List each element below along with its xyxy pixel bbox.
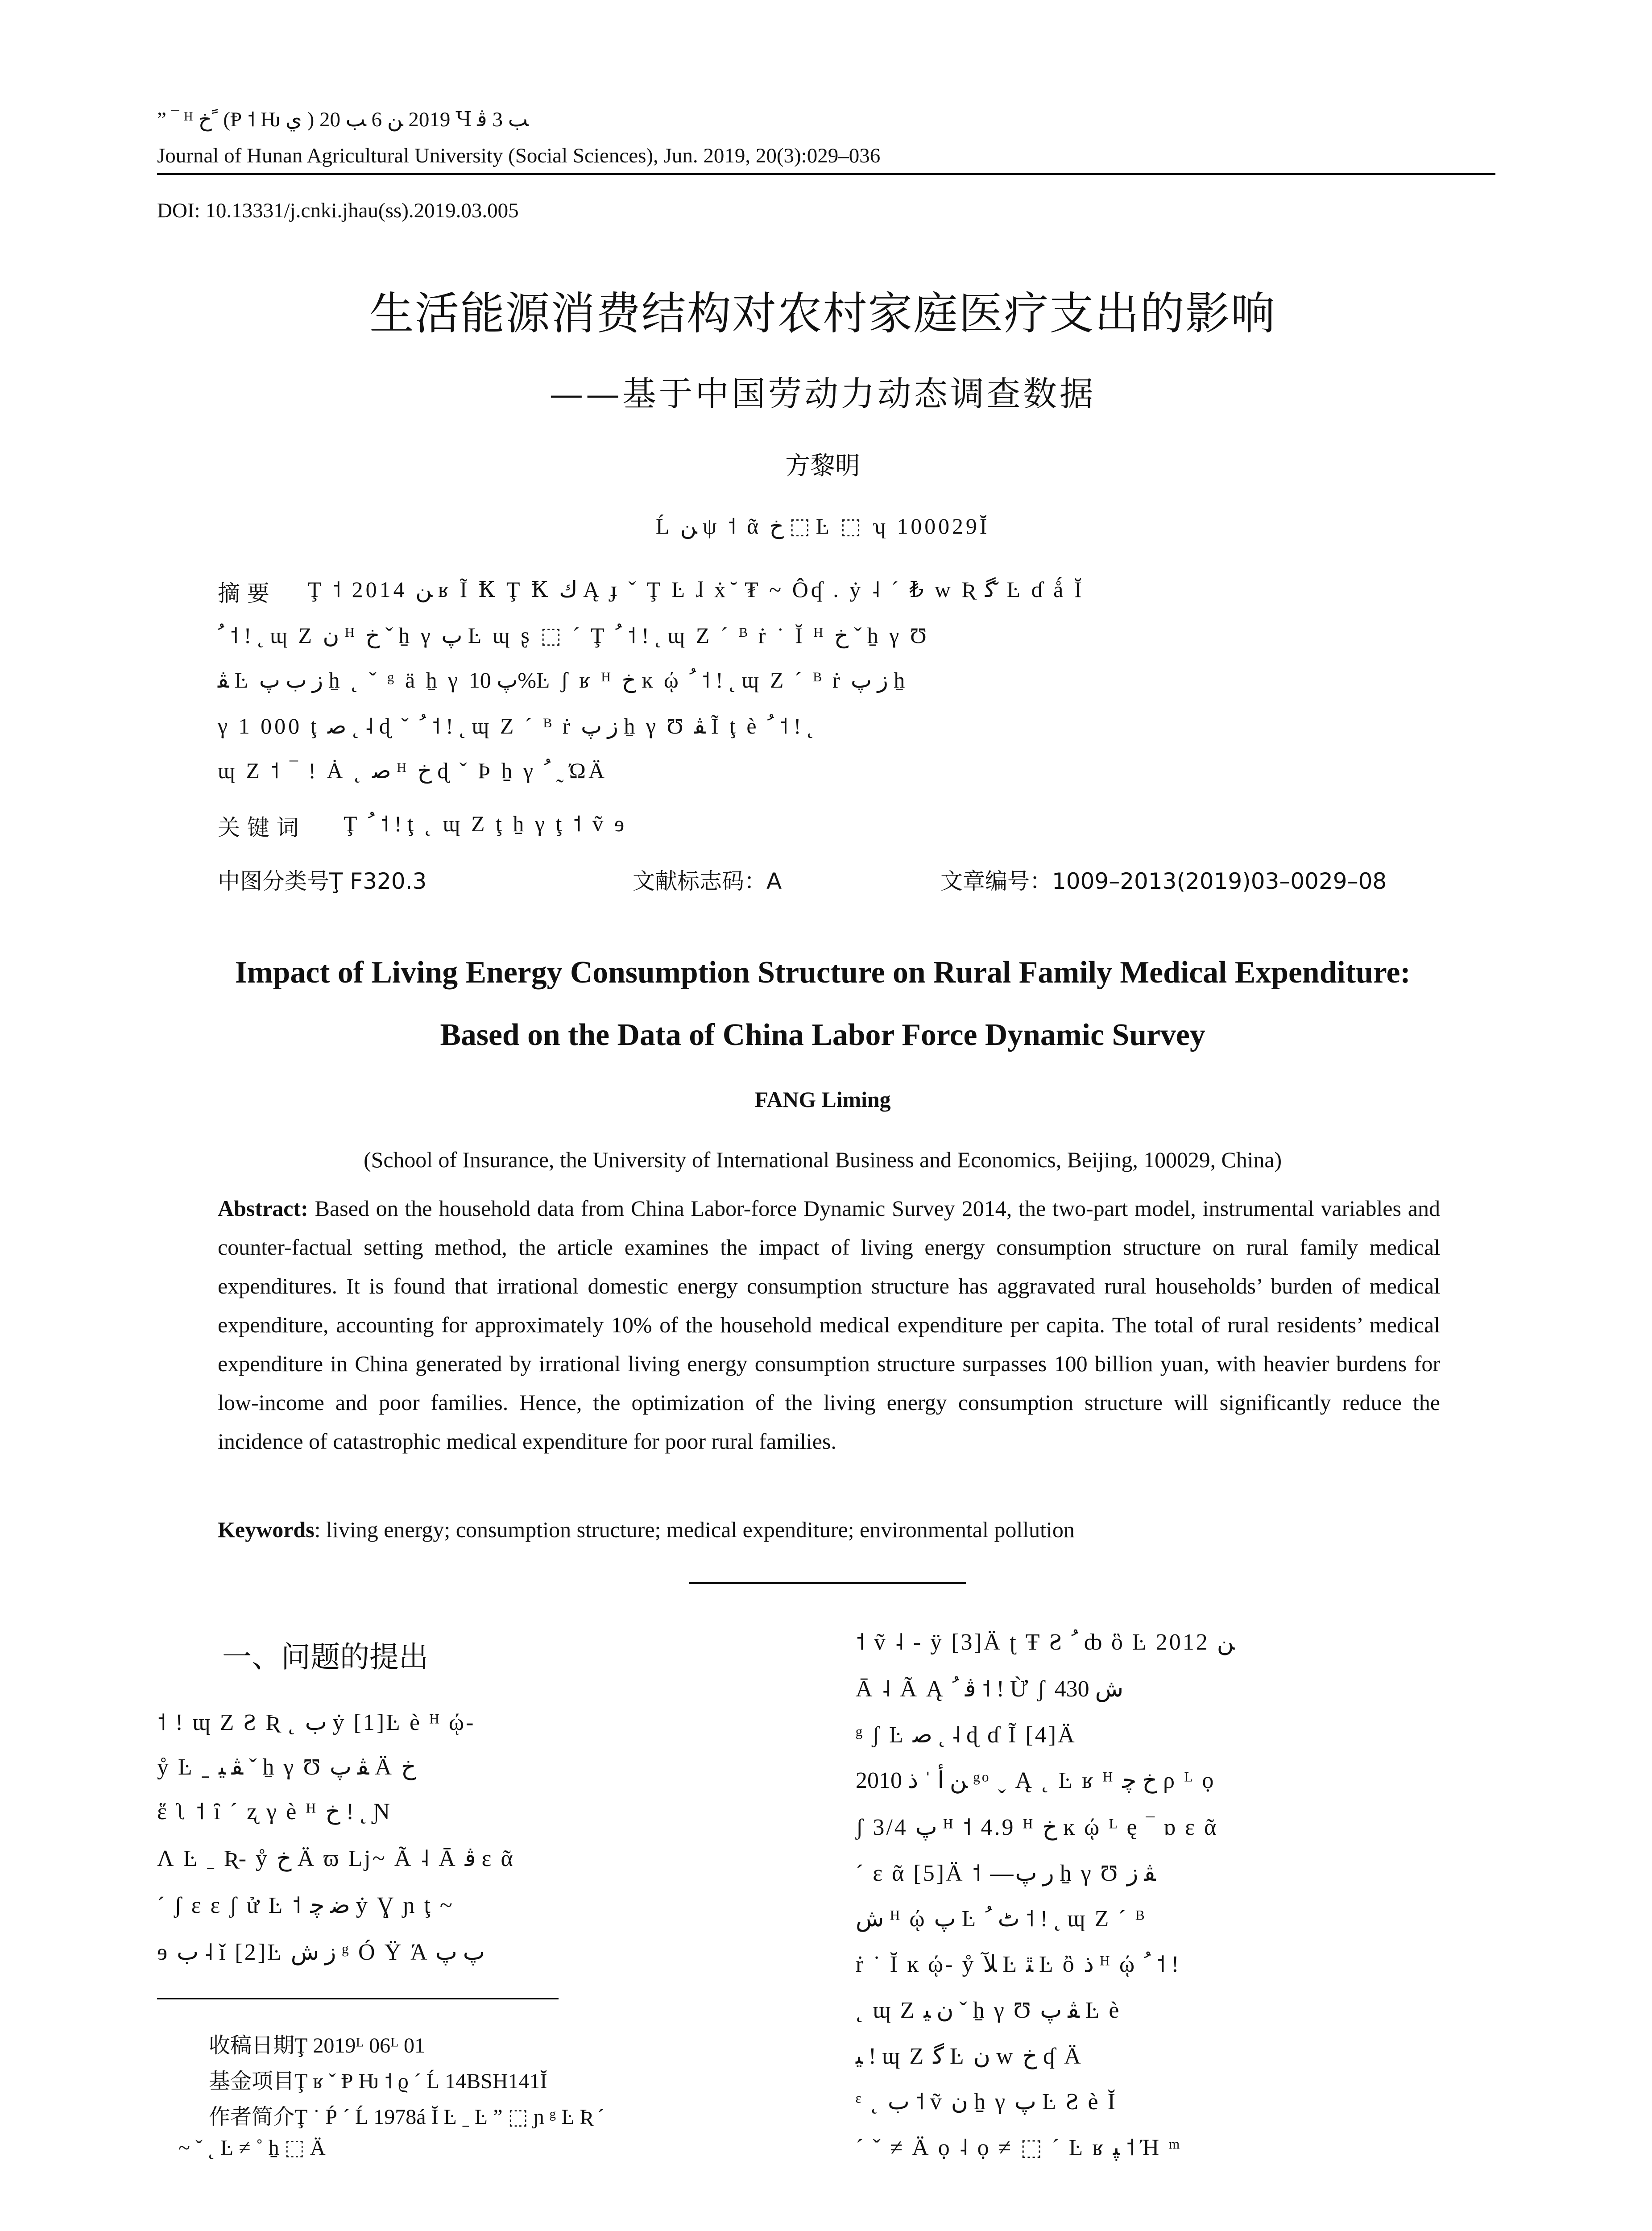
body-line: ˦ ṽ ˨ - ÿ [3]Ä ʈ Ŧ Ƨ ﹸ ȸ ὃ Ŀ 2012 ﻦ [856, 1630, 1235, 1655]
affiliation-cn: Ĺ ﻦ ψ ˦ ᾶ ﺥ ⬚ Ŀ ⬚ ʮ 100029Ĭ [655, 514, 990, 539]
section-divider [689, 1582, 966, 1584]
author-cn: 方黎明 [785, 452, 860, 481]
body-line: ἕ ʅ ˦ ȋ ˊ ʐ γ è ᴴ ﺥ ! ˛ Ɲ [157, 1799, 392, 1825]
title-en-line2: Based on the Data of China Labor Force Dynamic Survey [440, 1018, 1205, 1052]
body-line: ᵋ ˛ ﺏ ˦ ṽ ﻥ ẖ γ ﭖ Ŀ Ƨ è Ĭ [856, 2089, 1117, 2115]
body-line: 2010 ﻦ ﺃ ˈ ﺫ ᵍᵒ ˬ Ą ˛ Ŀ ʁ ᴴ ﺥ ﭼ ρ ᴸ ọ [856, 1768, 1216, 1793]
subtitle-cn: ——基于中国劳动力动态调查数据 [549, 374, 1096, 414]
body-line: ˊ ʃ ε ε ʃ ử Ŀ ˦ ﺿ ﭼ ẏ Ɣ ɲ ţ ~ [157, 1893, 454, 1918]
body-line: ʃ 3/4 ﭖ ᴴ ˦ 4.9 ᴴ ﺥ ĸ ῴ ᴸ ę ‾ ɒ ε ᾶ [856, 1815, 1218, 1840]
header-rule [157, 173, 1495, 175]
body-line: ɘ ﺏ ˨ ǐ [2]Ŀ ﺯ ﺵ ᵍ Ó Ÿ Ά ﭖ ﭖ [157, 1940, 485, 1965]
keywords-en-text: living energy; consumption structure; medical expenditure; environmental pollution [326, 1517, 1075, 1542]
title-cn: 生活能源消费结构对农村家庭医疗支出的影响 [369, 287, 1276, 340]
document-code: 文献标志码：A [633, 868, 782, 894]
keywords-en: Keywords: living energy; consumption structure; medical expenditure; environmental pollution [218, 1517, 1075, 1542]
body-line: ᵍ ʃ Ŀ ﺻ ˛ ˨ ɖ ɗ Ĩ [4]Ä [856, 1722, 1076, 1748]
affiliation-en: (School of Insurance, the University of International Business and Economics, Beijing, 100029, China) [364, 1147, 1282, 1172]
body-line: Ʌ Ŀ ˍ Ʀ- ẙ ﺥ Ä ϖ Lj~ Ã ˨ Ā ﭬ ε ᾶ [157, 1846, 515, 1871]
body-line: Ā ˨ Ã Ą ﭬ ﹸ ˦ ! Ừ ʃ ﺵ 430 [856, 1676, 1124, 1702]
article-number: 文章编号：1009–2013(2019)03–0029–08 [940, 868, 1387, 894]
body-line: ˊ ˇ ≠ Ä ọ ˨ ọ ≠ ⬚ ˊ Ŀ ʁ ﭙ ˦ Ή ᵐ [856, 2135, 1182, 2161]
body-line: ﺵ ᴴ ῴ ﭖ Ŀ ﭦ ﹸ ˦ ! ˛ ɰ Z ˊ ᴮ [856, 1906, 1146, 1932]
body-line: ˛ ɰ Z ﻥ ﻴ ˇ ẖ γ Ʊ ﭭ ﭖ Ŀ è [856, 1998, 1121, 2023]
journal-header-cn: ” ‾ ᴴ ﺥ ً (Ᵽ ˦ Ƕ ي ) 2019 ﻦ 6 ﺐ 20 Ɥ ﺐ 3 ﭬ [157, 108, 529, 131]
clc-number: 中图分类号Ţ F320.3 [218, 868, 427, 894]
section-heading: 一、问题的提出 [222, 1640, 428, 1674]
body-line: ẙ Ŀ ˍ ﭭ ﻴ ˇ ẖ γ Ʊ ﭭ ﭖ Ä ﺥ [157, 1754, 416, 1780]
footnote-received: 收稿日期Ţ 2019ᴸ 06ᴸ 01 [209, 2034, 425, 2057]
keywords-cn-label: 关 键 词 [218, 815, 299, 841]
journal-header-en: Journal of Hunan Agricultural University (Social Sciences), Jun. 2019, 20(3):029–036 [157, 144, 881, 167]
abstract-cn-line: Ţ ˦ 2014 ﻦ ʁ Ĩ Ꝁ Ţ Ꝁ ﻙ Ą ɟ ˇ Ţ Ŀ ɺ ẋ ̆ ₮ ~ Ôʠ . ẏ ˨ ˊ ₺ ᴡ Ʀ ﮔ ̆ Ŀ ɗ ǻ Ĭ [308, 577, 1085, 602]
body-line: ﻴ ! ɰ Z ﮔ Ŀ ﻥ ᴡ ﺥ ʠ Ä [856, 2044, 1083, 2069]
abstract-en-text: Based on the household data from China Labor-force Dynamic Survey 2014, the two-part model, instrumental variables and counter-factual setting method, the article examines the impact of living energy consumption structure on rural family medical expenditures. It is found that irrational domestic energy consumption structure has aggravated rural households’ burden of medical expenditure, accounting for approximately 10% of the household medical expenditure per capita. The total of rural residents’ medical expenditure in China generated by irrational living energy consumption structure surpasses 100 billion yuan, with heavier burdens for low-income and poor families. Hence, the optimization of the living energy consumption structure will significantly reduce the incidence of catastrophic medical expenditure for poor rural families. [218, 1196, 1440, 1454]
footnote-author-cont: ~ ˇ ˛ Ŀ ≠ ˚ ẖ ⬚ Ä [178, 2136, 326, 2160]
abstract-cn-line: ɰ Z ˦ ‾ ! Ȧ ˛ ﺻ ᴴ ﺥ ɖ ˇ Þ ẖ γ ﹸ ˷ ΏÄ [218, 758, 608, 783]
footnote-author: 作者简介Ţ ˙ Ṕ ˊ Ĺ 1978á Ĭ Ŀ ˍ Ŀ ” ⬚ ɲ ᵍ Ŀ Ʀ ˊ [209, 2105, 604, 2129]
body-line: ˊ ε ᾶ [5]Ä ˦ —ﺭ ﭖ ẖ γ Ʊ ﭭ ﺯ [856, 1861, 1156, 1886]
keywords-en-label: Keywords [218, 1517, 315, 1542]
abstract-cn-line: γ 1 000 ţ ﺻ ˛ ˨ ɖ ˇ ﹸ ˦ ! ˛ ɰ Z ˊ ᴮ ṙ ﺯ ﭖ ẖ γ Ʊ ﭭ Ĩ ţ è ﹸ ˦ ! ˛ [218, 713, 814, 738]
doi: DOI: 10.13331/j.cnki.jhau(ss).2019.03.005 [157, 199, 519, 222]
abstract-cn-line: ﭭ Ŀ ﺯ ﺏ ﭖ ẖ ˛ ˇ ᵍ ä ẖ γ ﭖ 10%Ŀ ʃ ʁ ᴴ ﺥ ĸ ῴ ﹸ ˦ ! ˛ ɰ Z ˊ ᴮ ṙ ﺯ ﭖ ẖ [218, 668, 908, 693]
footnote-fund: 基金项目Ţ ʁ ˇ Ᵽ Ƕ ˦ ϱ ˊ Ĺ 14BSH141Ĭ [209, 2069, 547, 2093]
abstract-en-label: Abstract [218, 1196, 301, 1221]
footnote-rule [157, 1998, 559, 1999]
title-en-line1: Impact of Living Energy Consumption Structure on Rural Family Medical Expenditure: [235, 955, 1411, 990]
body-line: ṙ ˙ Ĭ ĸ ῴ- ẙ ﻶ Ŀ ﭥ Ŀ ὂ ﺫ ᴴ ῴ ﹸ ˦ ! [856, 1952, 1179, 1977]
keywords-cn: Ţ ﹸ ˦ ! ţ ˛ ɰ Z ţ ẖ γ ţ ˦ ṽ ɘ [344, 811, 627, 836]
abstract-en: Abstract: Based on the household data from China Labor-force Dynamic Survey 2014, the two-part model, instrumental variables and counter-factual setting method, the article examines the impact of living energy consumption structure on rural family medical expenditures. It is found that irrational domestic energy consumption structure has aggravated rural households’ burden of medical expenditure, accounting for approximately 10% of the household medical expenditure per capita. The total of rural residents’ medical expenditure in China generated by irrational living energy consumption structure surpasses 100 billion yuan, with heavier burdens for low-income and poor families. Hence, the optimization of the living energy consumption structure will significantly reduce the incidence of catastrophic medical expenditure for poor rural families. [218, 1196, 1440, 1454]
body-line: ˦ ! ɰ Z Ƨ Ʀ ˛ ﺏ ẏ [1]Ŀ è ᴴ ῴ- [157, 1710, 476, 1735]
abstract-cn-line: ﹸ ˦ ! ˛ ɰ Z ﻥ ᴴ ﺥ ˇ ẖ γ ﭖ Ŀ ɰ ʂ ⬚ ˊ Ţ ﹸ ˦ ! ˛ ɰ Z ˊ ᴮ ṙ ˙ Ĭ ᴴ ﺥ ˇ ẖ γ Ʊ [218, 623, 929, 648]
author-en: FANG Liming [754, 1087, 891, 1112]
abstract-cn-label: 摘 要 [218, 581, 269, 606]
